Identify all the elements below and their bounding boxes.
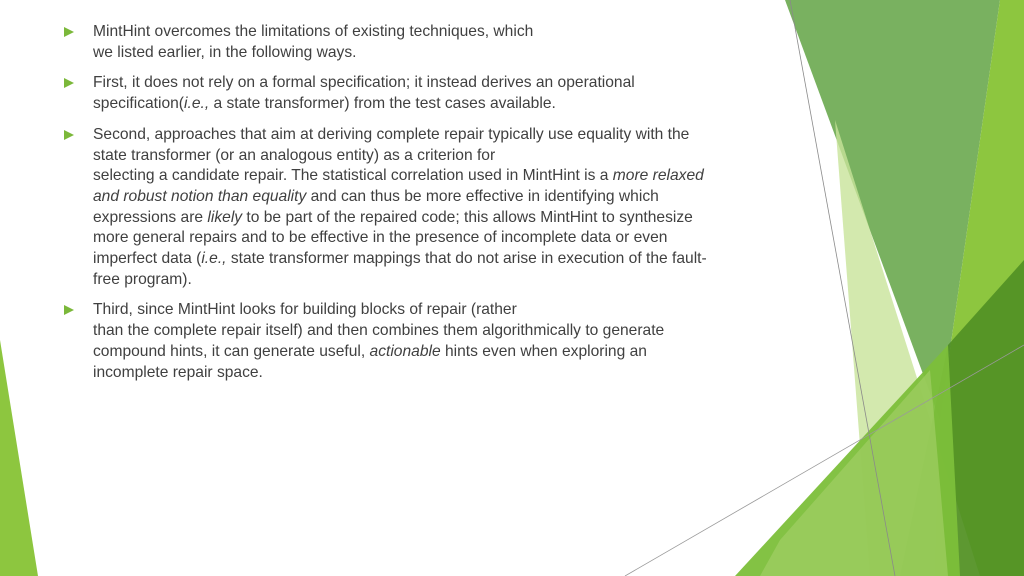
text-line bbox=[93, 166, 784, 187]
text-line bbox=[93, 363, 784, 384]
arrow-bullet-icon bbox=[64, 27, 74, 37]
italic-text: likely bbox=[207, 208, 243, 226]
text-run: we listed earlier, in the following ways. bbox=[93, 43, 357, 61]
text-run: Third, since MintHint looks for building blocks of repair (rather bbox=[93, 301, 517, 319]
arrow-bullet-icon bbox=[64, 305, 74, 315]
italic-text: i.e., bbox=[184, 95, 210, 113]
arrow-bullet-icon bbox=[64, 78, 74, 88]
text-run: First, it does not rely on a formal specification; it instead derives an operational bbox=[93, 74, 635, 92]
text-line bbox=[93, 94, 784, 115]
text-run: a state transformer) from the test cases available. bbox=[209, 95, 556, 113]
deco-left-green-sliver bbox=[0, 340, 38, 576]
italic-text: and robust notion than equality bbox=[93, 187, 307, 205]
text-run: and can thus be more effective in identifying which bbox=[306, 187, 659, 205]
text-line bbox=[93, 187, 784, 208]
text-line bbox=[93, 208, 784, 229]
text-line bbox=[93, 146, 784, 167]
text-run: imperfect data ( bbox=[93, 250, 202, 268]
bullet-item bbox=[64, 300, 784, 383]
deco-pale-green-triangle bbox=[760, 370, 948, 576]
text-run: than the complete repair itself) and then combines them algorithmically to generate bbox=[93, 322, 665, 340]
text-line bbox=[93, 228, 784, 249]
arrow-bullet-icon bbox=[64, 130, 74, 140]
text-line bbox=[93, 342, 784, 363]
text-run: specification( bbox=[93, 95, 185, 113]
bullet-text bbox=[93, 22, 784, 63]
italic-text: i.e., bbox=[201, 250, 227, 268]
bullet-text bbox=[93, 300, 784, 383]
text-run: compound hints, it can generate useful, bbox=[93, 342, 370, 360]
bullet-item bbox=[64, 125, 784, 291]
text-run: state transformer mappings that do not arise in execution of the fault- bbox=[226, 250, 707, 268]
text-run: incomplete repair space. bbox=[93, 363, 263, 381]
bullet-item bbox=[64, 22, 784, 63]
text-line bbox=[93, 270, 784, 291]
text-run: to be part of the repaired code; this allows MintHint to synthesize bbox=[242, 208, 693, 226]
text-line bbox=[93, 321, 784, 342]
bullet-text bbox=[93, 73, 784, 114]
text-run: free program). bbox=[93, 270, 192, 288]
bullet-item bbox=[64, 73, 784, 114]
text-line bbox=[93, 22, 784, 43]
text-run: selecting a candidate repair. The statistical correlation used in MintHint is a bbox=[93, 167, 613, 185]
text-line bbox=[93, 43, 784, 64]
text-run: more general repairs and to be effective in the presence of incomplete data or even bbox=[93, 229, 668, 247]
italic-text: more relaxed bbox=[612, 167, 704, 185]
text-run: hints even when exploring an bbox=[440, 342, 647, 360]
italic-text: actionable bbox=[369, 342, 441, 360]
text-run: Second, approaches that aim at deriving complete repair typically use equality with the bbox=[93, 125, 690, 143]
text-run: MintHint overcomes the limitations of existing techniques, which bbox=[93, 23, 534, 40]
text-run: state transformer (or an analogous entity) as a criterion for bbox=[93, 146, 496, 164]
text-line bbox=[93, 73, 784, 94]
text-line bbox=[93, 249, 784, 270]
text-run: expressions are bbox=[93, 208, 208, 226]
text-line bbox=[93, 300, 784, 321]
text-line bbox=[93, 125, 784, 146]
bullet-list bbox=[64, 22, 784, 393]
bullet-text bbox=[93, 125, 784, 291]
